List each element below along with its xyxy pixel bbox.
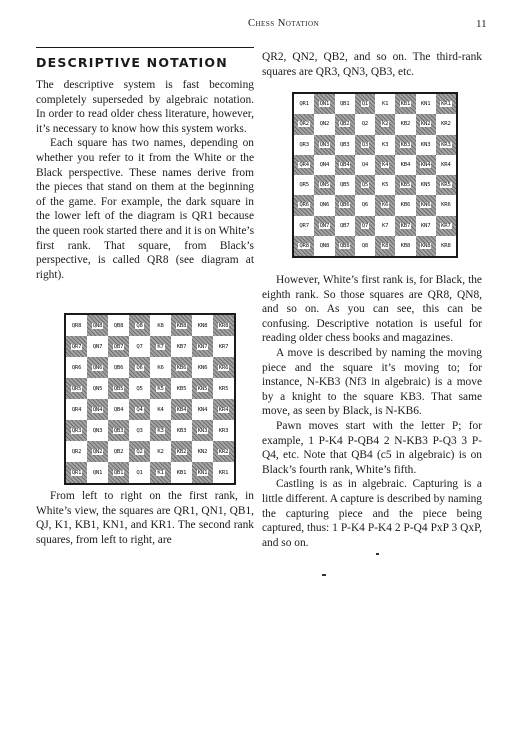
square-label: KB3 bbox=[400, 141, 411, 148]
board-square bbox=[129, 399, 150, 420]
board-square bbox=[150, 441, 171, 462]
square-label: QN5 bbox=[92, 385, 103, 392]
square-label: K6 bbox=[157, 364, 164, 371]
square-label: KB4 bbox=[176, 406, 187, 413]
square-label: K5 bbox=[157, 385, 164, 392]
square-label: QR7 bbox=[71, 343, 82, 350]
board-square bbox=[87, 315, 108, 336]
square-label: K2 bbox=[381, 121, 389, 128]
black-perspective-board bbox=[292, 92, 458, 258]
paragraph: However, White’s first rank is, for Black, the eighth rank. So those squares are QR8, QN8, and so on. As you can see, this can be confusing. Descriptive notation is useful for reading older chess books and magazines. bbox=[262, 274, 482, 345]
board-square bbox=[314, 135, 334, 155]
square-label: KB6 bbox=[176, 364, 187, 371]
square-label: QR3 bbox=[299, 141, 309, 148]
square-label: KR7 bbox=[218, 343, 229, 350]
board-square bbox=[192, 357, 213, 378]
square-label: Q5 bbox=[361, 182, 369, 189]
square-label: KR3 bbox=[441, 141, 451, 148]
square-label: KB2 bbox=[400, 121, 411, 128]
square-label: KN2 bbox=[197, 448, 208, 455]
square-label: KB2 bbox=[176, 448, 187, 455]
square-label: QB4 bbox=[113, 406, 124, 413]
board-square bbox=[395, 195, 415, 215]
square-label: KR2 bbox=[218, 448, 229, 455]
board-square bbox=[171, 378, 192, 399]
board-square bbox=[294, 155, 314, 175]
paragraph: Castling is as in algebraic. Capturing is a little different. A capture is described by naming the capturing piece and the piece being captured, thus: 1 P-K4 P-K4 2 P-Q4 PxP 3 QxP, and so on. bbox=[262, 478, 482, 549]
white-perspective-board bbox=[64, 313, 236, 485]
board-square bbox=[66, 357, 87, 378]
board-square bbox=[87, 462, 108, 483]
board-square bbox=[355, 94, 375, 114]
square-label: KR5 bbox=[218, 385, 229, 392]
board-square bbox=[192, 378, 213, 399]
square-label: QR4 bbox=[299, 161, 309, 168]
board-square bbox=[395, 216, 415, 236]
board-square bbox=[66, 441, 87, 462]
square-label: KR3 bbox=[218, 427, 229, 434]
square-label: KN8 bbox=[420, 242, 431, 249]
square-label: KN4 bbox=[197, 406, 208, 413]
board-square bbox=[436, 236, 456, 256]
board-square bbox=[192, 336, 213, 357]
square-label: QB2 bbox=[113, 448, 124, 455]
square-label: KB7 bbox=[400, 222, 411, 229]
square-label: QN6 bbox=[319, 202, 330, 209]
square-label: KB8 bbox=[400, 242, 411, 249]
board-square bbox=[335, 114, 355, 134]
board-square bbox=[129, 357, 150, 378]
board-square bbox=[395, 236, 415, 256]
board-square bbox=[66, 420, 87, 441]
square-label: KN1 bbox=[420, 101, 431, 108]
board-square bbox=[355, 114, 375, 134]
square-label: QB8 bbox=[339, 242, 350, 249]
board-square bbox=[87, 420, 108, 441]
square-label: QN5 bbox=[319, 182, 330, 189]
board-square bbox=[213, 357, 234, 378]
square-label: Q3 bbox=[136, 427, 143, 434]
board-square bbox=[436, 135, 456, 155]
square-label: Q8 bbox=[361, 242, 369, 249]
board-square bbox=[436, 114, 456, 134]
square-label: KR2 bbox=[441, 121, 451, 128]
paragraph: The descriptive system is fast becoming completely superseded by algebraic notation. In order to read older chess literature, however, it’s necessary to know how this system works. bbox=[36, 79, 254, 135]
square-label: KN5 bbox=[197, 385, 208, 392]
board-square bbox=[171, 315, 192, 336]
square-label: KR5 bbox=[441, 182, 451, 189]
board-square bbox=[171, 441, 192, 462]
square-label: QN1 bbox=[319, 101, 330, 108]
board-square bbox=[87, 441, 108, 462]
square-label: K3 bbox=[157, 427, 164, 434]
square-label: QB6 bbox=[113, 364, 124, 371]
board-square bbox=[294, 135, 314, 155]
board-square bbox=[66, 336, 87, 357]
board-square bbox=[66, 462, 87, 483]
paragraph: From left to right on the first rank, in White’s view, the squares are QR1, QN1, QB1, QJ, K1, KB1, KN1, and KR1. The second rank squares, from left to right, are bbox=[36, 490, 254, 546]
square-label: KR4 bbox=[218, 406, 229, 413]
board-square bbox=[314, 195, 334, 215]
board-square bbox=[171, 357, 192, 378]
square-label: Q1 bbox=[361, 101, 369, 108]
square-label: KN1 bbox=[197, 469, 208, 476]
square-label: QN8 bbox=[319, 242, 330, 249]
square-label: QB6 bbox=[339, 202, 350, 209]
square-label: KR7 bbox=[441, 222, 451, 229]
running-head: Chess Notation bbox=[248, 18, 320, 29]
board-square bbox=[355, 135, 375, 155]
square-label: QR4 bbox=[71, 406, 82, 413]
board-square bbox=[150, 336, 171, 357]
board-square bbox=[335, 155, 355, 175]
board-square bbox=[375, 94, 395, 114]
board-square bbox=[294, 216, 314, 236]
board-square bbox=[375, 216, 395, 236]
square-label: K5 bbox=[381, 182, 389, 189]
square-label: K6 bbox=[381, 202, 389, 209]
board-square bbox=[213, 336, 234, 357]
board-square bbox=[355, 236, 375, 256]
board-square bbox=[129, 462, 150, 483]
board-square bbox=[129, 315, 150, 336]
square-label: QN8 bbox=[92, 322, 103, 329]
board-square bbox=[375, 155, 395, 175]
square-label: Q7 bbox=[136, 343, 143, 350]
square-label: QR6 bbox=[71, 364, 82, 371]
square-label: K8 bbox=[381, 242, 389, 249]
square-label: QR8 bbox=[71, 322, 82, 329]
square-label: QR5 bbox=[71, 385, 82, 392]
square-label: K1 bbox=[381, 101, 389, 108]
board-square bbox=[395, 175, 415, 195]
board-square bbox=[436, 216, 456, 236]
square-label: KB5 bbox=[400, 182, 411, 189]
board-square bbox=[294, 114, 314, 134]
board-square bbox=[108, 336, 129, 357]
square-label: QN3 bbox=[319, 141, 330, 148]
board-square bbox=[416, 236, 436, 256]
section-heading: DESCRIPTIVE NOTATION bbox=[36, 55, 228, 70]
paragraph: A move is described by naming the moving piece and the square it’s moving to; for instance, N-KB3 (Nf3 in algebraic) is a move by a knight to the square KB3. That same move, as seen by Black, is N-KB6. bbox=[262, 346, 482, 418]
square-label: KB8 bbox=[176, 322, 187, 329]
square-label: QB5 bbox=[113, 385, 124, 392]
square-label: QN7 bbox=[319, 222, 330, 229]
board-square bbox=[335, 236, 355, 256]
paragraph: Each square has two names, depending on whether you refer to it from the White or the Black perspective. These names derive from the pieces that stand on them at the beginning of the game. For example, the dark square in the lower left of the diagram is QR1 because the queen rook started there and it is on White’s first rank. That square, from Black’s perspective, is called QR8 (see diagram at right). bbox=[36, 137, 254, 281]
square-label: QB7 bbox=[339, 222, 350, 229]
board-square bbox=[129, 378, 150, 399]
square-label: KB3 bbox=[176, 427, 187, 434]
board-square bbox=[108, 441, 129, 462]
board-square bbox=[192, 399, 213, 420]
square-label: K4 bbox=[157, 406, 164, 413]
board-square bbox=[171, 336, 192, 357]
square-label: QN7 bbox=[92, 343, 103, 350]
board-square bbox=[87, 399, 108, 420]
square-label: KB1 bbox=[176, 469, 187, 476]
square-label: Q3 bbox=[361, 141, 369, 148]
board-square bbox=[171, 420, 192, 441]
board-square bbox=[171, 462, 192, 483]
square-label: QR1 bbox=[71, 469, 82, 476]
board-square bbox=[129, 420, 150, 441]
square-label: K4 bbox=[381, 161, 389, 168]
board-square bbox=[108, 399, 129, 420]
square-label: KN4 bbox=[420, 161, 431, 168]
square-label: QB7 bbox=[113, 343, 124, 350]
board-square bbox=[213, 315, 234, 336]
board-square bbox=[213, 420, 234, 441]
board-square bbox=[314, 216, 334, 236]
board-square bbox=[150, 462, 171, 483]
board-square bbox=[416, 155, 436, 175]
board-square bbox=[108, 420, 129, 441]
square-label: KN6 bbox=[420, 202, 431, 209]
right-column-top bbox=[262, 50, 482, 79]
board-square bbox=[171, 399, 192, 420]
square-label: Q8 bbox=[136, 322, 143, 329]
page-number: 11 bbox=[476, 18, 487, 30]
board-square bbox=[294, 236, 314, 256]
board-square bbox=[87, 357, 108, 378]
right-column-bottom bbox=[262, 273, 482, 550]
square-label: Q2 bbox=[361, 121, 369, 128]
square-label: KR1 bbox=[218, 469, 229, 476]
board-square bbox=[375, 195, 395, 215]
square-label: KB1 bbox=[400, 101, 411, 108]
board-square bbox=[66, 378, 87, 399]
board-square bbox=[150, 315, 171, 336]
board-square bbox=[436, 175, 456, 195]
board-square bbox=[87, 378, 108, 399]
paragraph: QR2, QN2, QB2, and so on. The third-rank squares are QR3, QN3, QB3, etc. bbox=[262, 51, 482, 78]
board-square bbox=[213, 378, 234, 399]
board-square bbox=[335, 195, 355, 215]
square-label: KR8 bbox=[218, 322, 229, 329]
board-square bbox=[416, 216, 436, 236]
square-label: QR2 bbox=[71, 448, 82, 455]
board-square bbox=[375, 135, 395, 155]
board-square bbox=[355, 216, 375, 236]
board-square bbox=[213, 441, 234, 462]
left-column-bottom bbox=[36, 489, 254, 547]
square-label: K1 bbox=[157, 469, 164, 476]
square-label: QB2 bbox=[339, 121, 350, 128]
board-square bbox=[395, 155, 415, 175]
square-label: KR1 bbox=[441, 101, 451, 108]
board-square bbox=[314, 114, 334, 134]
board-square bbox=[129, 336, 150, 357]
board-square bbox=[395, 94, 415, 114]
square-label: Q4 bbox=[361, 161, 369, 168]
board-square bbox=[66, 399, 87, 420]
square-label: QB8 bbox=[113, 322, 124, 329]
board-square bbox=[335, 175, 355, 195]
board-square bbox=[436, 155, 456, 175]
square-label: K3 bbox=[381, 141, 389, 148]
square-label: KN8 bbox=[197, 322, 208, 329]
square-label: QR3 bbox=[71, 427, 82, 434]
board-square bbox=[108, 315, 129, 336]
print-speck bbox=[376, 553, 379, 555]
square-label: KN5 bbox=[420, 182, 431, 189]
board-square bbox=[294, 94, 314, 114]
board-square bbox=[375, 236, 395, 256]
square-label: KB5 bbox=[176, 385, 187, 392]
square-label: Q4 bbox=[136, 406, 143, 413]
square-label: KN7 bbox=[420, 222, 431, 229]
square-label: QN2 bbox=[319, 121, 330, 128]
square-label: QB1 bbox=[339, 101, 350, 108]
square-label: QR7 bbox=[299, 222, 309, 229]
square-label: KR6 bbox=[441, 202, 451, 209]
board-square bbox=[314, 236, 334, 256]
square-label: KR6 bbox=[218, 364, 229, 371]
square-label: Q6 bbox=[136, 364, 143, 371]
square-label: QR6 bbox=[299, 202, 309, 209]
board-square bbox=[213, 462, 234, 483]
board-square bbox=[314, 175, 334, 195]
board-square bbox=[108, 357, 129, 378]
board-square bbox=[416, 94, 436, 114]
square-label: QR1 bbox=[299, 101, 309, 108]
square-label: KR4 bbox=[441, 161, 451, 168]
square-label: QB5 bbox=[339, 182, 350, 189]
square-label: Q2 bbox=[136, 448, 143, 455]
square-label: QR5 bbox=[299, 182, 309, 189]
square-label: KR8 bbox=[441, 242, 451, 249]
square-label: KN3 bbox=[197, 427, 208, 434]
square-label: Q5 bbox=[136, 385, 143, 392]
board-square bbox=[66, 315, 87, 336]
board-square bbox=[395, 135, 415, 155]
square-label: QN3 bbox=[92, 427, 103, 434]
square-label: QR8 bbox=[299, 242, 309, 249]
board-square bbox=[416, 114, 436, 134]
board-square bbox=[375, 114, 395, 134]
square-label: K2 bbox=[157, 448, 164, 455]
board-square bbox=[108, 378, 129, 399]
board-square bbox=[335, 94, 355, 114]
square-label: QR2 bbox=[299, 121, 309, 128]
square-label: KB7 bbox=[176, 343, 187, 350]
square-label: QN4 bbox=[319, 161, 330, 168]
board-square bbox=[395, 114, 415, 134]
square-label: KN3 bbox=[420, 141, 431, 148]
square-label: K7 bbox=[157, 343, 164, 350]
board-square bbox=[314, 155, 334, 175]
square-label: QB3 bbox=[113, 427, 124, 434]
left-column-top bbox=[36, 78, 254, 282]
heading-rule bbox=[36, 47, 254, 48]
square-label: QB1 bbox=[113, 469, 124, 476]
board-square bbox=[416, 135, 436, 155]
square-label: QN4 bbox=[92, 406, 103, 413]
square-label: K7 bbox=[381, 222, 389, 229]
board-square bbox=[108, 462, 129, 483]
square-label: K8 bbox=[157, 322, 164, 329]
board-square bbox=[192, 441, 213, 462]
board-square bbox=[335, 135, 355, 155]
board-square bbox=[335, 216, 355, 236]
board-square bbox=[294, 195, 314, 215]
board-square bbox=[213, 399, 234, 420]
board-square bbox=[150, 378, 171, 399]
board-square bbox=[355, 195, 375, 215]
board-square bbox=[436, 195, 456, 215]
board-square bbox=[150, 399, 171, 420]
square-label: Q6 bbox=[361, 202, 369, 209]
board-square bbox=[129, 441, 150, 462]
square-label: Q1 bbox=[136, 469, 143, 476]
square-label: QN1 bbox=[92, 469, 103, 476]
board-square bbox=[355, 175, 375, 195]
board-square bbox=[436, 94, 456, 114]
square-label: KN6 bbox=[197, 364, 208, 371]
board-square bbox=[192, 462, 213, 483]
square-label: KN7 bbox=[197, 343, 208, 350]
board-square bbox=[375, 175, 395, 195]
print-speck bbox=[322, 574, 326, 576]
board-square bbox=[192, 420, 213, 441]
square-label: KB4 bbox=[400, 161, 411, 168]
square-label: QB3 bbox=[339, 141, 350, 148]
square-label: KN2 bbox=[420, 121, 431, 128]
square-label: QN2 bbox=[92, 448, 103, 455]
board-square bbox=[150, 357, 171, 378]
board-square bbox=[314, 94, 334, 114]
board-square bbox=[416, 175, 436, 195]
square-label: QB4 bbox=[339, 161, 350, 168]
board-square bbox=[416, 195, 436, 215]
board-square bbox=[87, 336, 108, 357]
paragraph: Pawn moves start with the letter P; for example, 1 P-K4 P-QB4 2 N-KB3 P-Q3 3 P-Q4, etc. Note that QB4 (c5 in algebraic) is on Black’s fourth rank, White’s fifth. bbox=[262, 419, 482, 476]
board-square bbox=[150, 420, 171, 441]
square-label: Q7 bbox=[361, 222, 369, 229]
square-label: QN6 bbox=[92, 364, 103, 371]
board-square bbox=[355, 155, 375, 175]
board-square bbox=[192, 315, 213, 336]
board-square bbox=[294, 175, 314, 195]
square-label: KB6 bbox=[400, 202, 411, 209]
